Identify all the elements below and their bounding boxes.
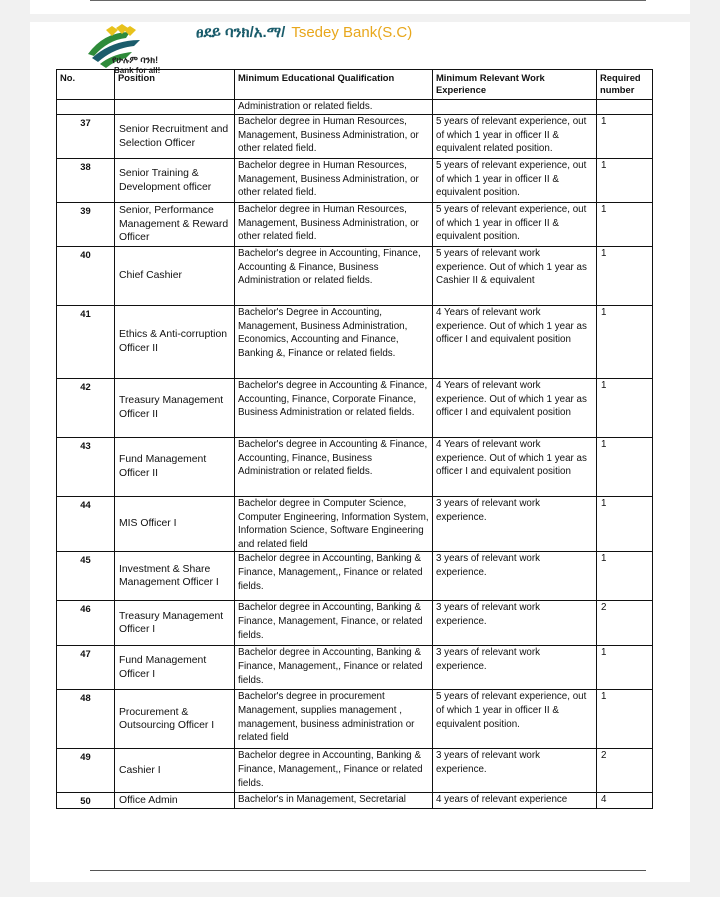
col-header-qualification: Minimum Educational Qualification xyxy=(235,70,433,100)
required-cell: 4 xyxy=(597,793,653,809)
required-cell: 2 xyxy=(597,601,653,646)
col-header-position: Position xyxy=(115,70,235,100)
qualification-cell: Bachelor's degree in Accounting, Finance, Accounting & Finance, Business Administration or related fields. xyxy=(235,247,433,306)
vacancy-table xyxy=(56,69,653,809)
page-bottom-rule xyxy=(90,870,646,871)
qualification-cell: Bachelor degree in Human Resources, Management, Business Administration, or other related field. xyxy=(235,115,433,159)
experience-cell: 3 years of relevant work experience. xyxy=(433,749,597,793)
table-row xyxy=(57,646,653,690)
required-cell: 1 xyxy=(597,497,653,552)
experience-cell: 4 Years of relevant work experience. Out of which 1 year as officer I and equivalent position xyxy=(433,306,597,379)
position-cell: Cashier I xyxy=(115,749,235,793)
no-cell: 38 xyxy=(57,159,115,203)
no-cell: 43 xyxy=(57,438,115,497)
position-cell: Fund Management Officer I xyxy=(115,646,235,690)
table-row xyxy=(57,203,653,247)
qualification-cell: Administration or related fields. xyxy=(235,100,433,115)
qualification-cell: Bachelor degree in Accounting, Banking & Finance, Management,, Finance or related fields. xyxy=(235,646,433,690)
required-cell: 1 xyxy=(597,247,653,306)
experience-cell: 3 years of relevant work experience. xyxy=(433,497,597,552)
table-row xyxy=(57,749,653,793)
no-cell: 41 xyxy=(57,306,115,379)
required-cell: 1 xyxy=(597,552,653,601)
qualification-cell: Bachelor's degree in procurement Management, supplies management , management, business administration or related field xyxy=(235,690,433,749)
previous-page-edge xyxy=(30,0,690,14)
no-cell: 50 xyxy=(57,793,115,809)
bank-name-header xyxy=(196,24,412,41)
bank-name-amharic: ፀደይ ባንክ/አ.ማ/ xyxy=(196,24,286,41)
experience-cell: 5 years of relevant experience, out of which 1 year in officer II & equivalent position. xyxy=(433,690,597,749)
slogan-amharic: የሁሉም ባንክ! xyxy=(112,55,159,65)
table-header-row xyxy=(57,70,653,100)
qualification-cell: Bachelor degree in Human Resources, Management, Business Administration, or other related field. xyxy=(235,203,433,247)
experience-cell: 3 years of relevant work experience. xyxy=(433,601,597,646)
no-cell: 47 xyxy=(57,646,115,690)
table-row xyxy=(57,793,653,809)
position-cell: Senior Recruitment and Selection Officer xyxy=(115,115,235,159)
qualification-cell: Bachelor's degree in Accounting & Finance, Accounting, Finance, Corporate Finance, Business Administration or related fields. xyxy=(235,379,433,438)
experience-cell: 4 Years of relevant work experience. Out of which 1 year as officer I and equivalent position xyxy=(433,438,597,497)
col-header-experience: Minimum Relevant Work Experience xyxy=(433,70,597,100)
no-cell: 37 xyxy=(57,115,115,159)
slogan-english: Bank for all! xyxy=(114,66,161,75)
table-row xyxy=(57,438,653,497)
required-cell: 2 xyxy=(597,749,653,793)
qualification-cell: Bachelor degree in Accounting, Banking & Finance, Management,, Finance or related fields. xyxy=(235,552,433,601)
qualification-cell: Bachelor's Degree in Accounting, Management, Business Administration, Economics, Accounting and Finance, Banking &, Finance or related fields. xyxy=(235,306,433,379)
table-row xyxy=(57,601,653,646)
experience-cell: 5 years of relevant work experience. Out of which 1 year as Cashier II & equivalent xyxy=(433,247,597,306)
required-cell: 1 xyxy=(597,115,653,159)
qualification-cell: Bachelor degree in Accounting, Banking & Finance, Management,, Finance or related fields. xyxy=(235,749,433,793)
position-cell: Treasury Management Officer II xyxy=(115,379,235,438)
position-cell: Procurement & Outsourcing Officer I xyxy=(115,690,235,749)
no-cell: 44 xyxy=(57,497,115,552)
no-cell: 45 xyxy=(57,552,115,601)
no-cell: 46 xyxy=(57,601,115,646)
position-cell: Ethics & Anti-corruption Officer II xyxy=(115,306,235,379)
qualification-cell: Bachelor degree in Human Resources, Management, Business Administration, or other related field. xyxy=(235,159,433,203)
experience-cell: 5 years of relevant experience, out of which 1 year in officer II & equivalent position. xyxy=(433,159,597,203)
required-cell: 1 xyxy=(597,646,653,690)
table-row xyxy=(57,552,653,601)
experience-cell: 4 Years of relevant work experience. Out of which 1 year as officer I and equivalent position xyxy=(433,379,597,438)
required-cell: 1 xyxy=(597,379,653,438)
required-cell: 1 xyxy=(597,306,653,379)
no-cell: 40 xyxy=(57,247,115,306)
no-cell: 49 xyxy=(57,749,115,793)
table-row xyxy=(57,306,653,379)
position-cell: Senior, Performance Management & Reward Officer xyxy=(115,203,235,247)
qualification-cell: Bachelor's degree in Accounting & Finance, Accounting, Finance, Business Administration or related fields. xyxy=(235,438,433,497)
position-cell: Treasury Management Officer I xyxy=(115,601,235,646)
required-cell: 1 xyxy=(597,438,653,497)
col-header-no: No. xyxy=(57,70,115,100)
qualification-cell: Bachelor degree in Computer Science, Computer Engineering, Information System, Information Science, Software Engineering and related field xyxy=(235,497,433,552)
table-row xyxy=(57,497,653,552)
position-cell: Investment & Share Management Officer I xyxy=(115,552,235,601)
no-cell: 42 xyxy=(57,379,115,438)
position-cell: Senior Training & Development officer xyxy=(115,159,235,203)
experience-cell: 5 years of relevant experience, out of which 1 year in officer II & equivalent related position. xyxy=(433,115,597,159)
table-row xyxy=(57,115,653,159)
position-cell: Fund Management Officer II xyxy=(115,438,235,497)
qualification-cell: Bachelor degree in Accounting, Banking & Finance, Management, Finance, or related fields. xyxy=(235,601,433,646)
table-row xyxy=(57,159,653,203)
table-row xyxy=(57,379,653,438)
required-cell: 1 xyxy=(597,203,653,247)
previous-page-rule xyxy=(90,0,646,1)
no-cell: 48 xyxy=(57,690,115,749)
table-row xyxy=(57,247,653,306)
required-cell: 1 xyxy=(597,159,653,203)
experience-cell: 3 years of relevant work experience. xyxy=(433,552,597,601)
experience-cell: 3 years of relevant work experience. xyxy=(433,646,597,690)
table-row xyxy=(57,690,653,749)
required-cell: 1 xyxy=(597,690,653,749)
qualification-cell: Bachelor's in Management, Secretarial xyxy=(235,793,433,809)
table-row-continued xyxy=(57,100,653,115)
bank-name-english: Tsedey Bank(S.C) xyxy=(291,24,413,41)
col-header-required: Required number xyxy=(597,70,653,100)
position-cell: MIS Officer I xyxy=(115,497,235,552)
experience-cell: 4 years of relevant experience xyxy=(433,793,597,809)
position-cell: Office Admin xyxy=(115,793,235,809)
no-cell: 39 xyxy=(57,203,115,247)
experience-cell: 5 years of relevant experience, out of which 1 year in officer II & equivalent position. xyxy=(433,203,597,247)
position-cell: Chief Cashier xyxy=(115,247,235,306)
